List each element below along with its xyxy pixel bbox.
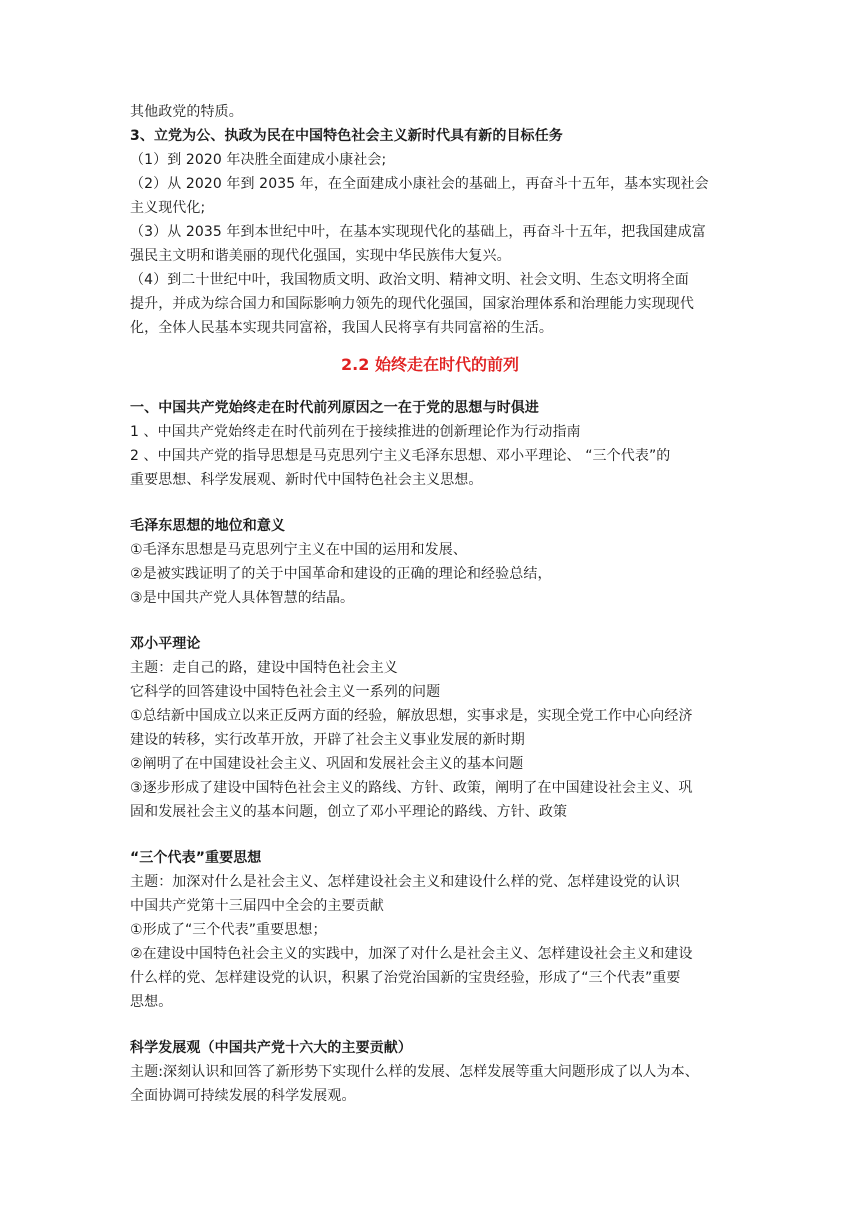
paragraph-line: （4）到二十世纪中叶，我国物质文明、政治文明、精神文明、社会文明、生态文明将全面 <box>130 272 689 288</box>
list-item: 主题：加深对什么是社会主义、怎样建设社会主义和建设什么样的党、怎样建设党的认识 <box>130 874 680 890</box>
list-item: 中国共产党第十三届四中全会的主要贡献 <box>130 898 384 914</box>
paragraph-line: （1）到 2020 年决胜全面建成小康社会; <box>130 152 387 168</box>
list-item: 固和发展社会主义的基本问题，创立了邓小平理论的路线、方针、政策 <box>130 804 568 820</box>
list-item: ②在建设中国特色社会主义的实践中，加深了对什么是社会主义、怎样建设社会主义和建设 <box>130 946 693 962</box>
list-item: ①毛泽东思想是马克思列宁主义在中国的运用和发展、 <box>130 542 467 558</box>
list-item: ③逐步形成了建设中国特色社会主义的路线、方针、政策，阐明了在中国建设社会主义、巩 <box>130 780 693 796</box>
list-item: 什么样的党、怎样建设党的认识，积累了治党治国新的宝贵经验，形成了“三个代表”重要 <box>130 970 681 986</box>
list-item: 1 、中国共产党始终走在时代前列在于接续推进的创新理论作为行动指南 <box>130 424 581 440</box>
list-item: ②阐明了在中国建设社会主义、巩固和发展社会主义的基本问题 <box>130 756 524 772</box>
list-item: 主题：走自己的路，建设中国特色社会主义 <box>130 660 398 676</box>
section-heading: 一、中国共产党始终走在时代前列原因之一在于党的思想与时俱进 <box>130 400 539 416</box>
subheading-goal-tasks: 3、立党为公、执政为民在中国特色社会主义新时代具有新的目标任务 <box>130 128 563 144</box>
list-item: 全面协调可持续发展的科学发展观。 <box>130 1088 356 1104</box>
paragraph-line: （3）从 2035 年到本世纪中叶，在基本实现现代化的基础上，再奋斗十五年，把我国建成富 <box>130 224 706 240</box>
list-item: 建设的转移，实行改革开放，开辟了社会主义事业发展的新时期 <box>130 732 525 748</box>
list-item: ③是中国共产党人具体智慧的结晶。 <box>130 590 355 606</box>
paragraph-line: 其他政党的特质。 <box>130 104 243 120</box>
list-item: 重要思想、科学发展观、新时代中国特色社会主义思想。 <box>130 472 483 488</box>
list-item: 它科学的回答建设中国特色社会主义一系列的问题 <box>130 684 441 700</box>
list-item: ①形成了“三个代表”重要思想； <box>130 922 327 938</box>
paragraph-line: 主义现代化; <box>130 200 206 216</box>
list-item: ①总结新中国成立以来正反两方面的经验，解放思想，实事求是，实现全党工作中心向经济 <box>130 708 693 724</box>
paragraph-line: 强民主文明和谐美丽的现代化强国，实现中华民族伟大复兴。 <box>130 248 511 264</box>
list-item: ②是被实践证明了的关于中国革命和建设的正确的理论和经验总结， <box>130 566 552 582</box>
list-item: 思想。 <box>130 994 173 1010</box>
list-item: 2 、中国共产党的指导思想是马克思列宁主义毛泽东思想、邓小平理论、 “三个代表”的 <box>130 448 671 464</box>
paragraph-line: 化，全体人民基本实现共同富裕，我国人民将享有共同富裕的生活。 <box>130 320 553 336</box>
list-item: 主题:深刻认识和回答了新形势下实现什么样的发展、怎样发展等重大问题形成了以人为本、 <box>130 1064 699 1080</box>
scientific-outlook-heading: 科学发展观（中国共产党十六大的主要贡献） <box>130 1040 412 1056</box>
three-represents-heading: “三个代表”重要思想 <box>130 850 262 866</box>
mao-heading: 毛泽东思想的地位和意义 <box>130 518 286 534</box>
deng-heading: 邓小平理论 <box>130 636 201 652</box>
paragraph-line: 提升，并成为综合国力和国际影响力领先的现代化强国，国家治理体系和治理能力实现现代 <box>130 296 694 312</box>
section-title: 2.2 始终走在时代的前列 <box>341 355 519 374</box>
paragraph-line: （2）从 2020 年到 2035 年，在全面建成小康社会的基础上，再奋斗十五年，基本实现社会 <box>130 176 709 192</box>
